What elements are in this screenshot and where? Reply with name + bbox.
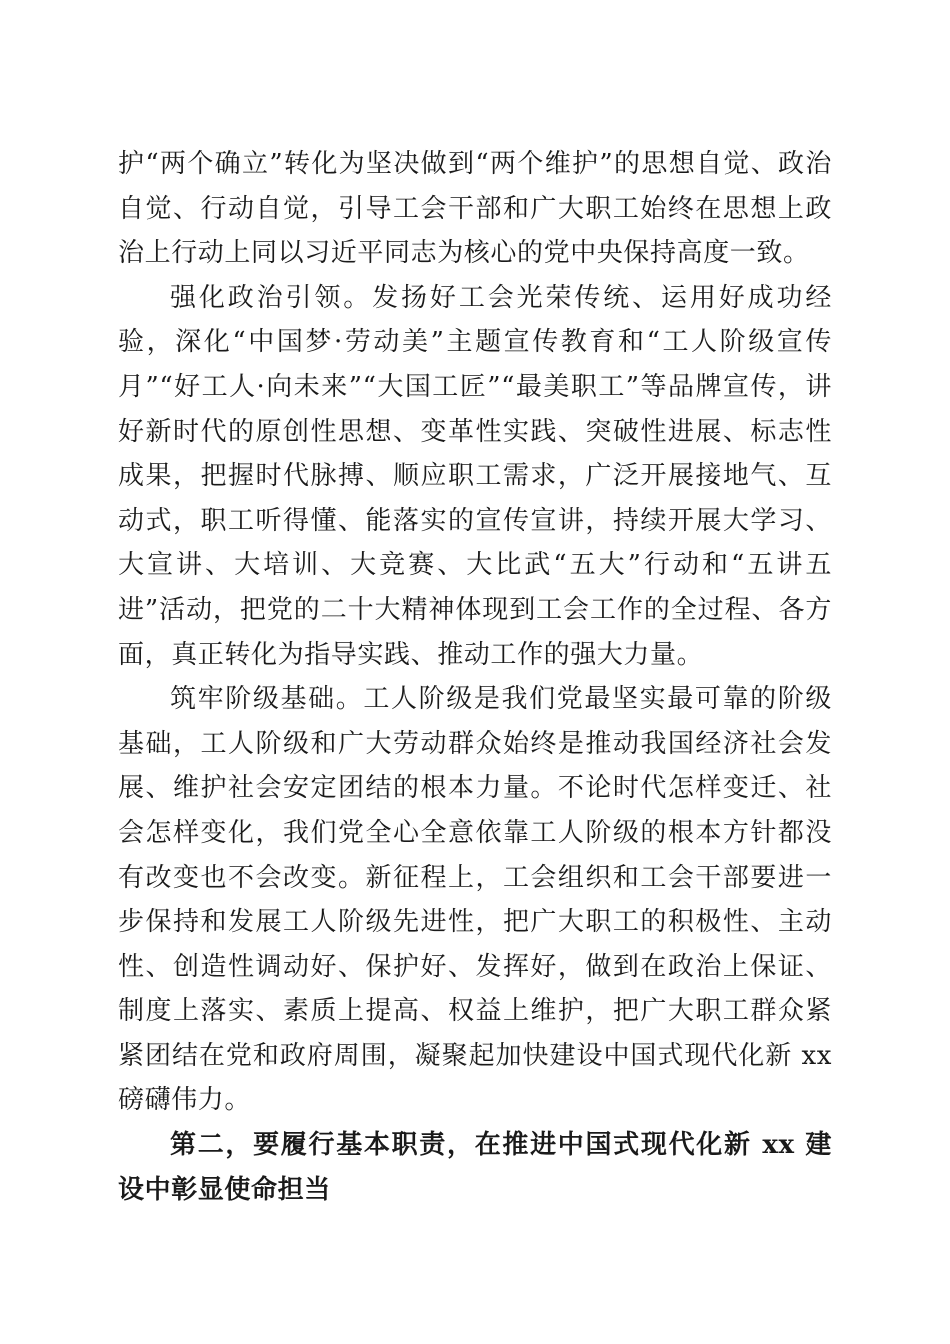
paragraph-political-guidance: 强化政治引领。发扬好工会光荣传统、运用好成功经验，深化“中国梦·劳动美”主题宣传教育和“工人阶级宣传月”“好工人·向未来”“大国工匠”“最美职工”等品牌宣传，讲好新时代的原创性思想、变革性实践、突破性进展、标志性成果，把握时代脉搏、顺应职工需求，广泛开展接地气、互动式，职工听得懂、能落实的宣传宣讲，持续开展大学习、大宣讲、大培训、大竞赛、大比武“五大”行动和“五讲五进”活动，把党的二十大精神体现到工会工作的全过程、各方面，真正转化为指导实践、推动工作的强大力量。 bbox=[118, 282, 832, 670]
paragraph-continuation: 护“两个确立”转化为坚决做到“两个维护”的思想自觉、政治自觉、行动自觉，引导工会干部和广大职工始终在思想上政治上行动上同以习近平同志为核心的党中央保持高度一致。 bbox=[118, 149, 832, 269]
section-heading: 第二，要履行基本职责，在推进中国式现代化新 xx 建设中彰显使命担当 bbox=[118, 1130, 832, 1205]
document-body bbox=[118, 142, 832, 1212]
paragraph-class-foundation: 筑牢阶级基础。工人阶级是我们党最坚实最可靠的阶级基础，工人阶级和广大劳动群众始终是推动我国经济社会发展、维护社会安定团结的根本力量。不论时代怎样变迁、社会怎样变化，我们党全心全意依靠工人阶级的根本方针都没有改变也不会改变。新征程上，工会组织和工会干部要进一步保持和发展工人阶级先进性，把广大职工的积极性、主动性、创造性调动好、保护好、发挥好，做到在政治上保证、制度上落实、素质上提高、权益上维护，把广大职工群众紧紧团结在党和政府周围，凝聚起加快建设中国式现代化新 xx 磅礴伟力。 bbox=[118, 684, 832, 1116]
